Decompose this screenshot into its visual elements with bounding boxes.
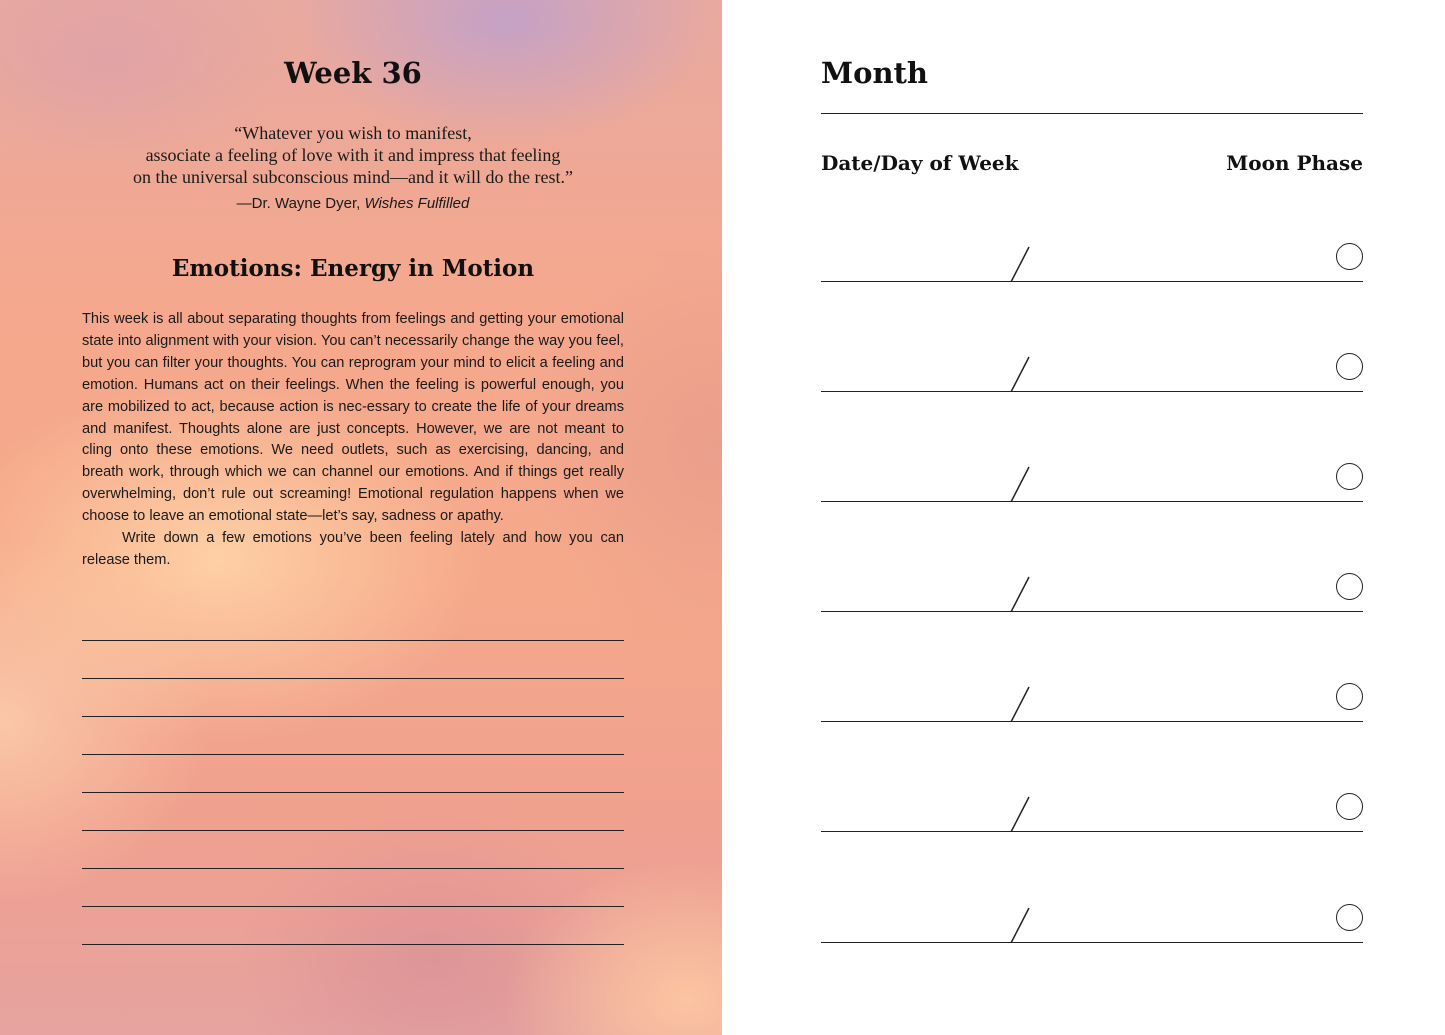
week-title: Week 36	[284, 56, 422, 90]
date-line[interactable]	[821, 721, 1363, 722]
date-line[interactable]	[821, 831, 1363, 832]
writing-line[interactable]	[82, 944, 624, 945]
body-text	[82, 309, 624, 572]
moon-phase-circle-icon[interactable]	[1336, 243, 1363, 270]
slash-icon	[1007, 246, 1033, 282]
moon-phase-circle-icon[interactable]	[1336, 573, 1363, 600]
entry-row	[821, 442, 1363, 502]
slash-icon	[1007, 907, 1033, 943]
quote-line: “Whatever you wish to manifest,	[234, 123, 472, 143]
month-title: Month	[821, 56, 929, 90]
entry-row	[821, 883, 1363, 943]
writing-line[interactable]	[82, 716, 624, 717]
moon-phase-circle-icon[interactable]	[1336, 463, 1363, 490]
writing-line[interactable]	[82, 754, 624, 755]
body-paragraph: This week is all about separating thoughts from feelings and getting your emotional state into alignment with your vision. You can’t necessarily change the way you feel, but you can filter your thoughts. You can reprogram your mind to elicit a feeling and emotion. Humans act on their feelings. When the feeling is powerful enough, you are mobilized to act, because action is nec-essary to create the life of your dreams and manifest. Thoughts alone are just concepts. However, we are not meant to cling onto these emotions. We need outlets, such as exercising, dancing, and breath work, through which we can channel our emotions. And if things get really overwhelming, don’t rule out screaming! Emotional regulation happens when we choose to leave an emotional state—let’s say, sadness or apathy.	[82, 311, 624, 525]
slash-icon	[1007, 796, 1033, 832]
date-line[interactable]	[821, 391, 1363, 392]
entry-row	[821, 772, 1363, 832]
entry-row	[821, 332, 1363, 392]
moon-phase-circle-icon[interactable]	[1336, 683, 1363, 710]
attribution-source: Wishes Fulfilled	[364, 195, 470, 212]
writing-line[interactable]	[82, 830, 624, 831]
slash-icon	[1007, 576, 1033, 612]
date-line[interactable]	[821, 611, 1363, 612]
left-page	[0, 0, 722, 1035]
slash-icon	[1007, 356, 1033, 392]
entry-row	[821, 222, 1363, 282]
quote-line: associate a feeling of love with it and impress that feeling	[145, 145, 561, 165]
entry-row	[821, 552, 1363, 612]
writing-line[interactable]	[82, 640, 624, 641]
writing-line[interactable]	[82, 906, 624, 907]
quote	[0, 122, 706, 188]
entry-row	[821, 662, 1363, 722]
month-rule[interactable]	[821, 113, 1363, 114]
attribution-author: —Dr. Wayne Dyer,	[236, 195, 365, 212]
date-day-of-week-header: Date/Day of Week	[821, 151, 1019, 175]
moon-phase-header: Moon Phase	[1226, 151, 1363, 175]
slash-icon	[1007, 466, 1033, 502]
slash-icon	[1007, 686, 1033, 722]
quote-attribution	[0, 195, 706, 212]
writing-line[interactable]	[82, 678, 624, 679]
body-paragraph-prompt: Write down a few emotions you’ve been feeling lately and how you can release them.	[82, 530, 624, 568]
date-line[interactable]	[821, 501, 1363, 502]
moon-phase-circle-icon[interactable]	[1336, 353, 1363, 380]
writing-line[interactable]	[82, 792, 624, 793]
date-line[interactable]	[821, 281, 1363, 282]
quote-line: on the universal subconscious mind—and it will do the rest.”	[133, 167, 573, 187]
moon-phase-circle-icon[interactable]	[1336, 904, 1363, 931]
writing-line[interactable]	[82, 868, 624, 869]
right-page	[722, 0, 1445, 1035]
date-line[interactable]	[821, 942, 1363, 943]
section-title: Emotions: Energy in Motion	[171, 255, 535, 282]
moon-phase-circle-icon[interactable]	[1336, 793, 1363, 820]
